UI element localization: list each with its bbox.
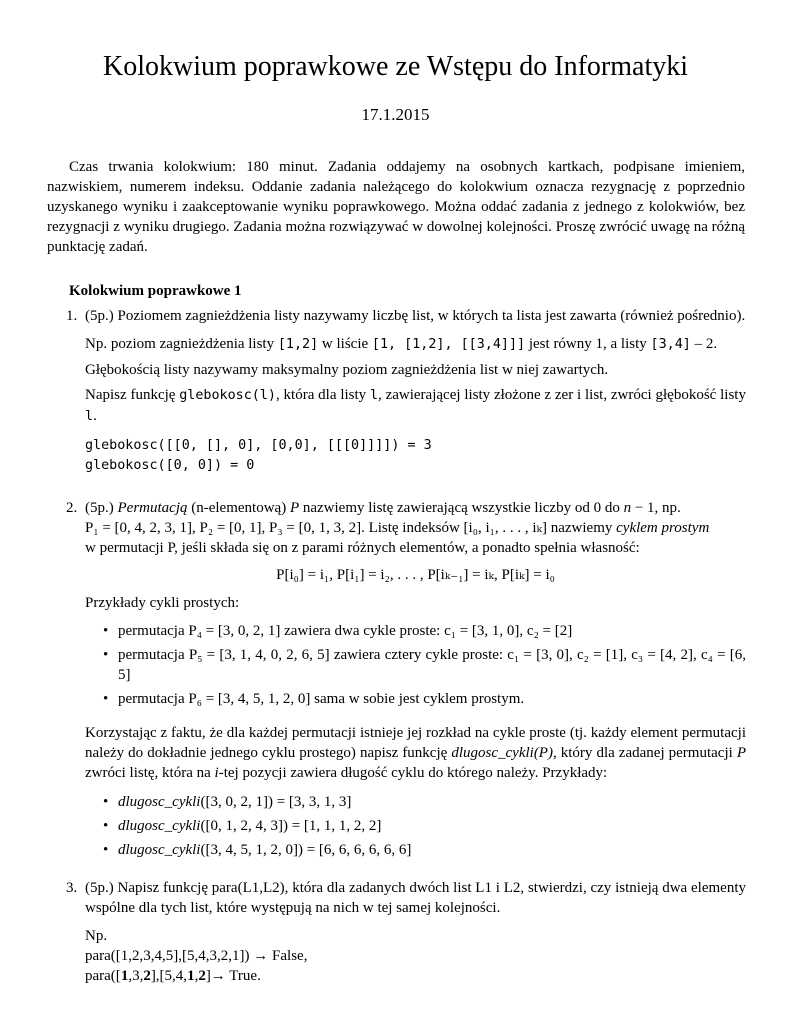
task-number: 3. — [66, 880, 78, 896]
bullet-icon: • — [103, 623, 109, 639]
code-line: glebokosc([0, 0]) = 0 — [85, 458, 255, 473]
task-3-example-1: para([1,2,3,4,5],[5,4,3,2,1]) → False, — [85, 948, 308, 964]
task-number: 2. — [66, 500, 78, 516]
task-1-paragraph-4: Napisz funkcję glebokosc(l), która dla listy l, zawierającej listy złożone z zer i list, zwróci głębokość listy l. — [85, 387, 746, 424]
inline-code: l — [369, 388, 379, 403]
inline-code: l — [85, 409, 94, 424]
bullet-icon: • — [103, 842, 109, 858]
task-3-example-2: para([1,3,2],[5,4,1,2]→ True. — [85, 968, 261, 984]
code-example — [85, 436, 746, 476]
bullet-icon: • — [103, 691, 109, 707]
list-item: • dlugosc_cykli([0, 1, 2, 4, 3]) = [1, 1, 1, 2, 2] — [103, 818, 382, 834]
page-title: Kolokwium poprawkowe ze Wstępu do Informatyki — [102, 51, 689, 82]
intro-paragraph: Czas trwania kolokwium: 180 minut. Zadania oddajemy na osobnych kartkach, podpisane imieniem, nazwiskiem, numerem indeksu. Oddanie zadania należącego do kolokwium oznacza rezygnację z poprzednio uzyskanego wyniku i zaakceptowanie wyniku poprawkowego. Można oddać zadania z jednego z kolokwiów, bez rezygnacji z wyniku drugiego. Zadania można rozwiązywać w dowolnej kolejności. Proszę zwrócić uwagę na różną punktację zadań. — [47, 159, 745, 255]
bullet-icon: • — [103, 647, 109, 663]
list-item: • permutacja P₅ = [3, 1, 4, 0, 2, 6, 5] zawiera cztery cykle proste: c₁ = [3, 0], c₂ = [1], c₃ = [4, 2], c₄ = [6, 5] — [103, 647, 746, 683]
task-3-paragraph-1: (5p.) Napisz funkcję para(L1,L2), która dla zadanych dwóch list L1 i L2, stwierdzi, czy istnieją dwa elementy wspólne dla tych list, które występują na nich w tej samej kolejności. — [85, 880, 746, 916]
bullet-icon: • — [103, 794, 109, 810]
bullet-icon: • — [103, 818, 109, 834]
task-2-paragraph-1: (5p.) Permutacją (n-elementową) P nazwiemy listę zawierającą wszystkie liczby od 0 do n − 1, np. P₁ = [0, 4, 2, 3, 1], P₂ = [0, 1], P₃ = [0, 1, 3, 2]. Listę indeksów [i₀, i₁, . . . , iₖ] nazwiemy cyklem prostym w permutacji P, jeśli składa się on z parami różnych elementów, a ponadto spełnia własność: — [85, 500, 710, 556]
exam-date: 17.1.2015 — [361, 105, 430, 124]
section-heading: Kolokwium poprawkowe 1 — [69, 283, 242, 299]
task-1-paragraph-3: Głębokością listy nazywamy maksymalny poziom zagnieżdżenia list w niej zawartych. — [85, 362, 609, 378]
list-item: • dlugosc_cykli([3, 4, 5, 1, 2, 0]) = [6, 6, 6, 6, 6, 6] — [103, 842, 412, 858]
list-item: • permutacja P₄ = [3, 0, 2, 1] zawiera dwa cykle proste: c₁ = [3, 1, 0], c₂ = [2] — [103, 623, 573, 639]
task-2-paragraph-3: Korzystając z faktu, że dla każdej permutacji istnieje jej rozkład na cykle proste (tj. każdy element permutacji należy do dokładnie jednego cyklu prostego) napisz funkcję dlugosc_cykli(P), który dla zadanej permutacji P zwróci listę, która na i-tej pozycji zawiera długość cyklu do którego należy. Przykłady: — [85, 725, 746, 781]
cycle-examples-list — [85, 621, 746, 709]
task-1-paragraph-1: (5p.) Poziomem zagnieżdżenia listy nazywamy liczbę list, w których ta lista jest zawarta (również pośrednio). — [85, 308, 746, 324]
list-item: • permutacja P₆ = [3, 4, 5, 1, 2, 0] sama w sobie jest cyklem prostym. — [103, 691, 525, 707]
list-item: • dlugosc_cykli([3, 0, 2, 1]) = [3, 3, 1, 3] — [103, 794, 352, 810]
function-examples-list — [85, 792, 746, 860]
inline-code: glebokosc(l) — [179, 388, 276, 403]
inline-code: [1,2] — [277, 337, 319, 352]
examples-label: Przykłady cykli prostych: — [85, 595, 240, 611]
code-line: glebokosc([[0, [], 0], [0,0], [[[0]]]]) = 3 — [85, 438, 432, 453]
inline-code: [3,4] — [650, 337, 691, 352]
task-3-np: Np. — [85, 928, 108, 944]
task-1-paragraph-2: Np. poziom zagnieżdżenia listy [1,2] w liście [1, [1,2], [[3,4]]] jest równy 1, a listy [3,4] – 2. — [85, 336, 718, 352]
task-number: 1. — [66, 308, 78, 324]
inline-code: [1, [1,2], [[3,4]]] — [371, 337, 526, 352]
cycle-equation: P[i₀] = i₁, P[i₁] = i₂, . . . , P[iₖ₋₁] = iₖ, P[iₖ] = i₀ — [276, 567, 555, 583]
